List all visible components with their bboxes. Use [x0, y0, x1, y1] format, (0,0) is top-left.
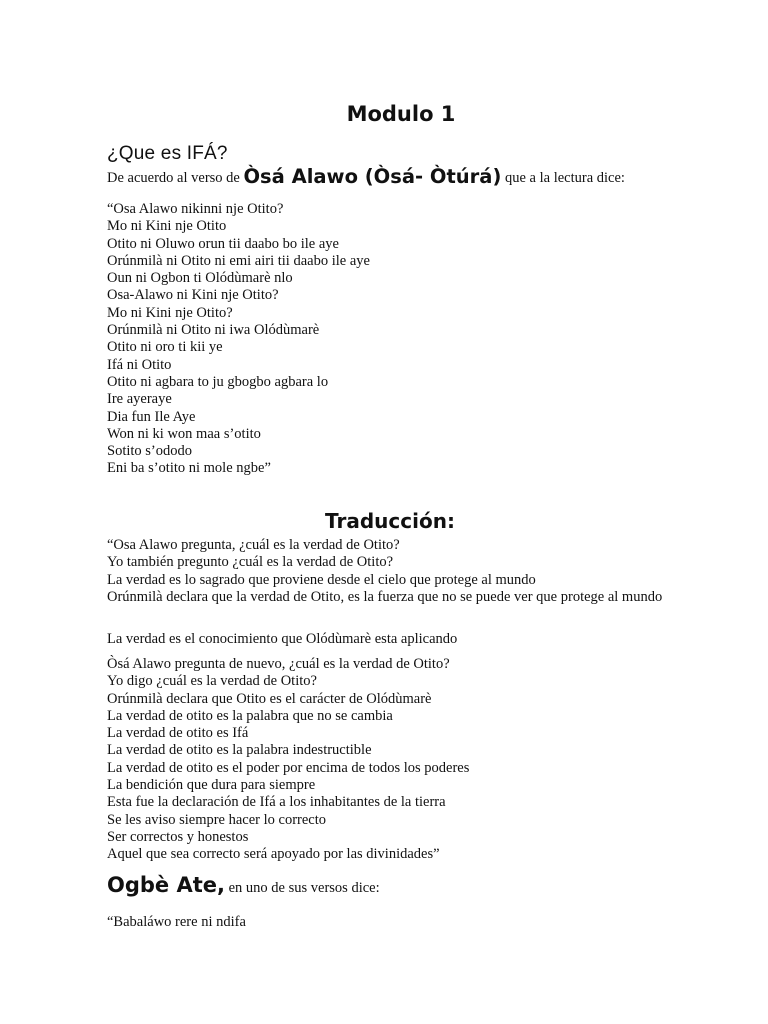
translation-line: Orúnmilà declara que la verdad de Otito, es la fuerza que no se puede ver que protege al mundo [107, 588, 663, 605]
translation-line: “Osa Alawo pregunta, ¿cuál es la verdad de Otito? [107, 537, 400, 553]
verse-line: Orúnmilà ni Otito ni iwa Olódùmarè [107, 322, 320, 339]
intro-paragraph [107, 165, 625, 188]
translation-line: La verdad de otito es el poder por encima de todos los poderes [107, 759, 470, 776]
verse-line: “Osa Alawo nikinni nje Otito? [107, 201, 284, 217]
ogbe-ate-name: Ogbè Ate, [107, 873, 225, 897]
translation-line: La verdad es lo sagrado que proviene desde el cielo que protege al mundo [107, 571, 536, 588]
verse-line: Oun ni Ogbon ti Olódùmarè nlo [107, 270, 293, 287]
translation-line: La verdad de otito es Ifá [107, 725, 249, 742]
ogbe-ate-paragraph [107, 873, 380, 897]
verse-line: Eni ba s’otito ni mole ngbe” [107, 460, 271, 477]
translation-line: La verdad de otito es la palabra indestructible [107, 742, 372, 759]
verse-line: Osa-Alawo ni Kini nje Otito? [107, 287, 279, 304]
verse-line: Mo ni Kini nje Otito [107, 218, 227, 235]
verse-line: Won ni ki won maa s’otito [107, 425, 261, 442]
translation-line: Esta fue la declaración de Ifá a los inhabitantes de la tierra [107, 794, 446, 811]
intro-prefix: De acuerdo al verso de [107, 170, 244, 186]
translation-line: Se les aviso siempre hacer lo correcto [107, 811, 327, 828]
translation-part-3 [107, 656, 469, 864]
verse-line: “Babaláwo rere ni ndifa [107, 914, 246, 930]
translation-line: Aquel que sea correcto será apoyado por las divinidades” [107, 846, 440, 863]
verse-original [107, 201, 370, 478]
translation-line: La verdad de otito es la palabra que no se cambia [107, 707, 393, 724]
translation-line: Orúnmilà declara que Otito es el carácter de Olódùmarè [107, 690, 432, 707]
verse-line: Orúnmilà ni Otito ni emi airi tii daabo ile aye [107, 252, 370, 269]
page-title [107, 102, 707, 126]
translation-line: La verdad es el conocimiento que Olódùmarè esta aplicando [107, 631, 458, 647]
verse-line: Otito ni oro ti kii ye [107, 339, 223, 356]
translation-part-2 [107, 631, 457, 648]
verse-ogbe-ate [107, 914, 246, 931]
page-title-text: Modulo 1 [346, 102, 456, 126]
verse-line: Ire ayeraye [107, 391, 172, 408]
verse-line: Sotito s’ododo [107, 443, 192, 460]
heading-traduccion [107, 509, 707, 533]
translation-line: Ser correctos y honestos [107, 828, 249, 845]
heading-que-es-ifa: ¿Que es IFÁ? [107, 143, 228, 164]
verse-line: Ifá ni Otito [107, 356, 172, 373]
intro-verse-name: Òsá Alawo (Òsá- Òtúrá) [243, 165, 502, 188]
translation-line: Yo también pregunto ¿cuál es la verdad de Otito? [107, 554, 394, 571]
verse-line: Dia fun Ile Aye [107, 408, 196, 425]
translation-line: Yo digo ¿cuál es la verdad de Otito? [107, 673, 317, 690]
heading-traduccion-text: Traducción: [325, 509, 455, 533]
translation-line: Òsá Alawo pregunta de nuevo, ¿cuál es la verdad de Otito? [107, 656, 450, 672]
verse-line: Otito ni agbara to ju gbogbo agbara lo [107, 373, 329, 390]
translation-line: La bendición que dura para siempre [107, 777, 316, 794]
intro-suffix: que a la lectura dice: [501, 170, 625, 186]
verse-line: Otito ni Oluwo orun tii daabo bo ile aye [107, 235, 339, 252]
translation-part-1 [107, 537, 667, 606]
verse-line: Mo ni Kini nje Otito? [107, 304, 233, 321]
ogbe-ate-suffix: en uno de sus versos dice: [224, 880, 380, 896]
